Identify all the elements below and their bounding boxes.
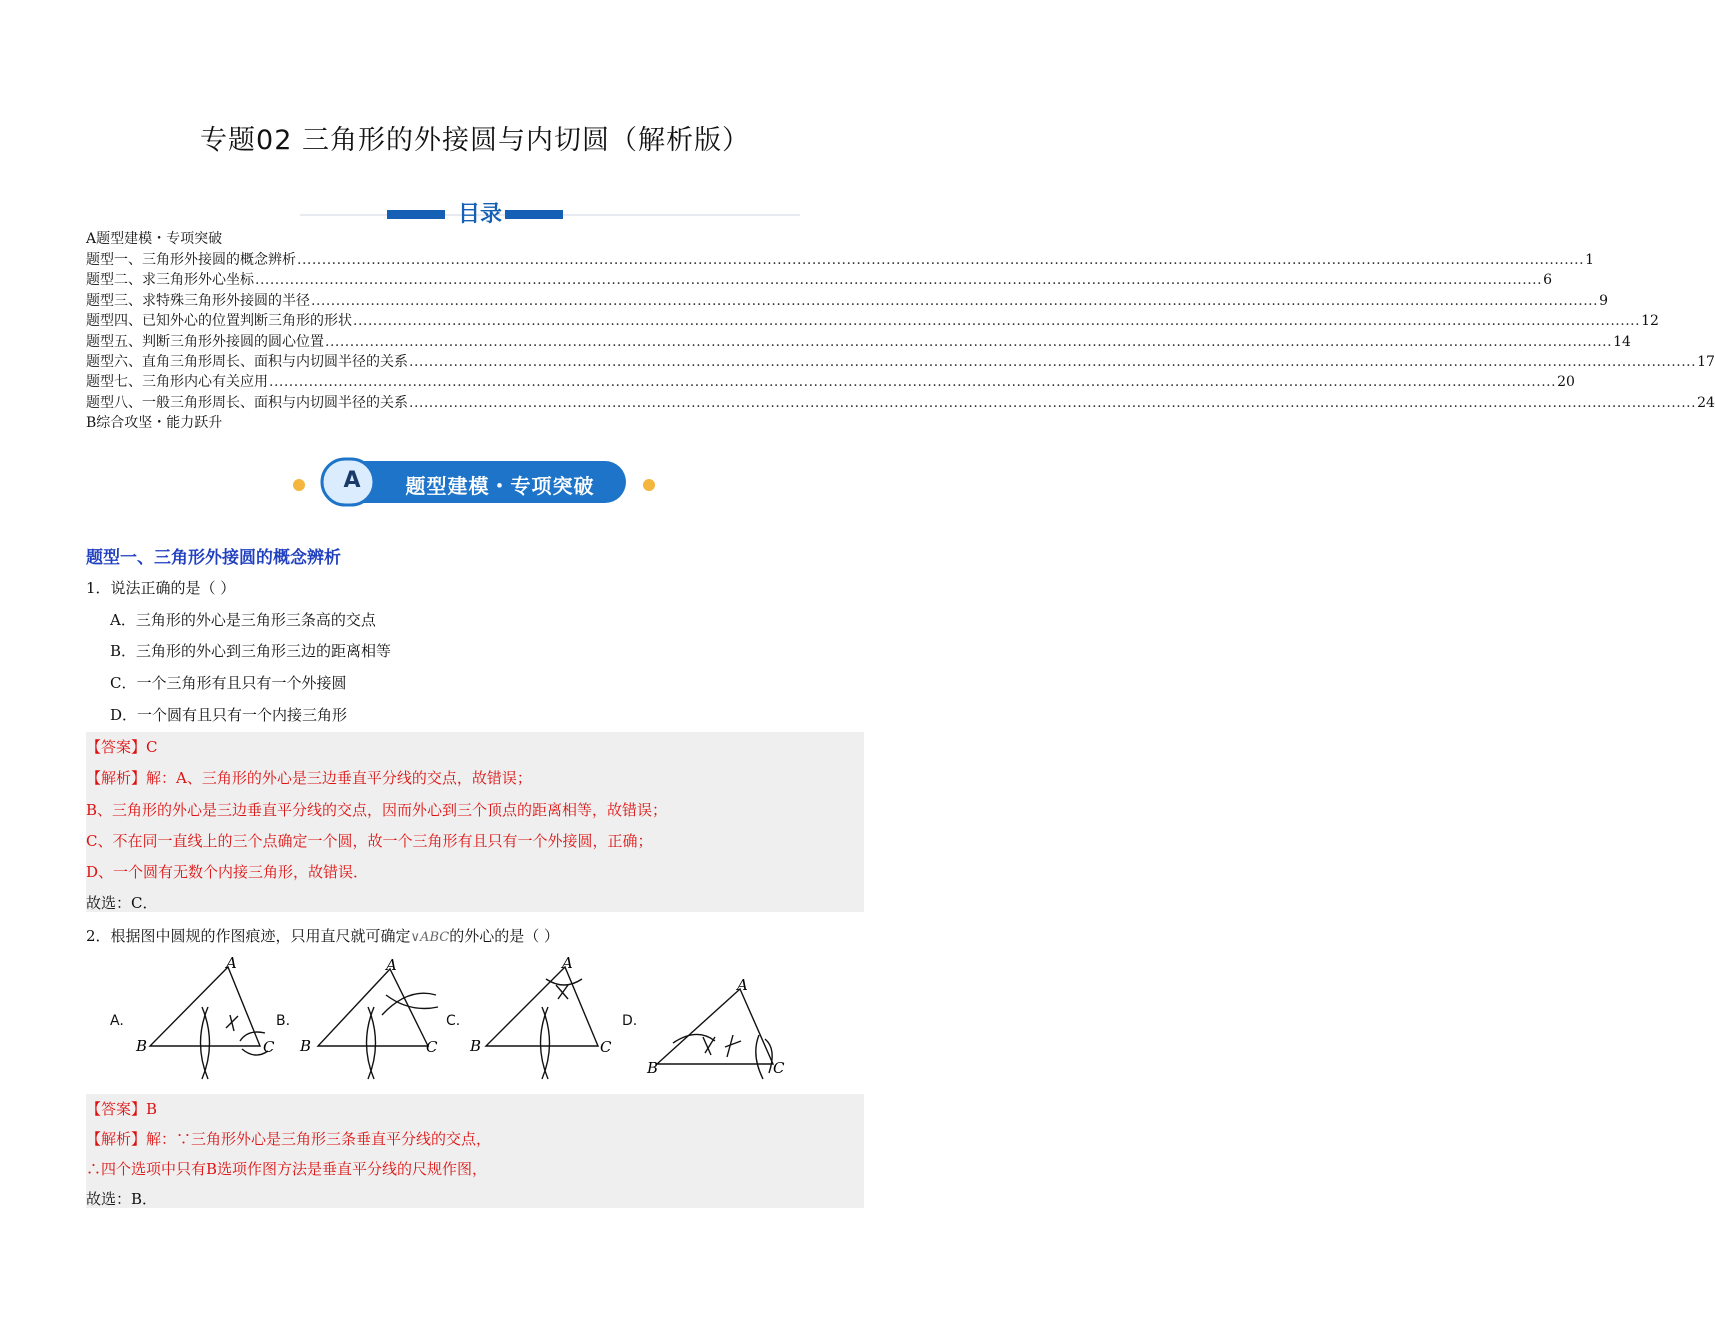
toc-section-a[interactable] bbox=[86, 229, 864, 249]
toc-item[interactable] bbox=[86, 352, 1715, 372]
vertex-a-label: A bbox=[737, 976, 748, 994]
q1-analysis-line: 【解析】解：A、三角形的外心是三边垂直平分线的交点，故错误； bbox=[86, 769, 532, 787]
toc-leader-dots: .................................................................................................................................................................................................................................................................... bbox=[311, 292, 1599, 309]
q2-analysis-line: ∴四个选项中只有B选项作图方法是垂直平分线的尺规作图， bbox=[86, 1160, 488, 1178]
q2-option-b-label: B. bbox=[276, 1013, 291, 1029]
toc-section-a-label: A题型建模・专项突破 bbox=[86, 231, 223, 247]
q1-answer-box bbox=[86, 732, 864, 912]
q1-option-d: D．一个圆有且只有一个内接三角形 bbox=[110, 706, 348, 724]
toc-item[interactable] bbox=[86, 291, 1608, 311]
toc-item-page: 9 bbox=[1599, 292, 1608, 309]
toc-section-b-label: B综合攻坚・能力跃升 bbox=[86, 415, 223, 431]
toc-item-label: 题型八、一般三角形周长、面积与内切圆半径的关系 bbox=[86, 394, 408, 411]
q2-analysis-line: 【解析】解：∵三角形外心是三角形三条垂直平分线的交点， bbox=[86, 1130, 492, 1148]
q1-option-c: C．一个三角形有且只有一个外接圆 bbox=[110, 674, 347, 692]
q1-analysis-line: D、一个圆有无数个内接三角形，故错误． bbox=[86, 863, 369, 881]
q2-stem-symbol: ∨ABC bbox=[410, 930, 450, 945]
section-banner-title: 题型建模・专项突破 bbox=[405, 474, 595, 498]
vertex-a-label: A bbox=[562, 954, 573, 972]
vertex-a-label: A bbox=[386, 956, 397, 974]
q2-option-c-label: C. bbox=[446, 1013, 461, 1029]
toc-item-label: 题型一、三角形外接圆的概念辨析 bbox=[86, 252, 296, 268]
toc-leader-dots: .................................................................................................................................................................................................................................................................... bbox=[409, 394, 1697, 411]
vertex-c-label: C bbox=[773, 1059, 785, 1077]
toc-leader-dots: .................................................................................................................................................................................................................................................................... bbox=[297, 252, 1585, 268]
toc-item-label: 题型三、求特殊三角形外接圆的半径 bbox=[86, 292, 310, 309]
toc-item-page: 24 bbox=[1697, 394, 1715, 411]
toc-item-page: 6 bbox=[1543, 272, 1552, 289]
q1-stem: 1．说法正确的是（ ） bbox=[86, 579, 236, 597]
q2-stem bbox=[86, 925, 559, 946]
toc-item-label: 题型五、判断三角形外接圆的圆心位置 bbox=[86, 333, 324, 350]
q2-figure-b bbox=[298, 955, 448, 1085]
toc-item-label: 题型四、已知外心的位置判断三角形的形状 bbox=[86, 313, 352, 330]
q2-stem-text-end: 的外心的是（ ） bbox=[449, 927, 559, 945]
q2-stem-text: 2．根据图中圆规的作图痕迹，只用直尺就可确定 bbox=[86, 927, 411, 945]
toc-item[interactable] bbox=[86, 270, 1552, 290]
toc-item-page: 20 bbox=[1557, 374, 1575, 391]
toc-item-page: 17 bbox=[1697, 354, 1715, 370]
toc-item[interactable] bbox=[86, 372, 1575, 392]
q2-analysis-line: 故选：B． bbox=[86, 1190, 158, 1208]
toc-item[interactable] bbox=[86, 332, 1631, 352]
toc-leader-dots: .................................................................................................................................................................................................................................................................... bbox=[325, 333, 1613, 350]
toc-item-label: 题型七、三角形内心有关应用 bbox=[86, 374, 268, 391]
q2-figure-d bbox=[645, 975, 795, 1085]
section-banner-letter: A bbox=[343, 468, 361, 493]
q1-analysis-line: B、三角形的外心是三边垂直平分线的交点，因而外心到三个顶点的距离相等，故错误； bbox=[86, 801, 668, 819]
toc-leader-dots: .................................................................................................................................................................................................................................................................... bbox=[409, 354, 1697, 370]
toc-item-label: 题型二、求三角形外心坐标 bbox=[86, 272, 254, 289]
q1-option-a: A．三角形的外心是三角形三条高的交点 bbox=[110, 611, 376, 629]
toc-heading: 目录 bbox=[457, 202, 502, 227]
q2-option-d-label: D. bbox=[622, 1013, 638, 1029]
q1-analysis-line: C、不在同一直线上的三个点确定一个圆，故一个三角形有且只有一个外接圆，正确； bbox=[86, 832, 653, 850]
toc-item-page: 14 bbox=[1613, 333, 1631, 350]
toc-item[interactable] bbox=[86, 250, 1594, 270]
vertex-c-label: C bbox=[426, 1038, 438, 1056]
q1-option-b: B．三角形的外心到三角形三边的距离相等 bbox=[110, 642, 392, 660]
vertex-a-label: A bbox=[226, 954, 237, 972]
q2-option-a-label: A. bbox=[110, 1013, 124, 1029]
q2-answer: 【答案】B bbox=[86, 1100, 158, 1118]
toc-item[interactable] bbox=[86, 393, 1715, 413]
toc-item-page: 1 bbox=[1585, 252, 1594, 268]
vertex-b-label: B bbox=[136, 1037, 148, 1055]
toc-leader-dots: .................................................................................................................................................................................................................................................................... bbox=[269, 374, 1557, 391]
toc-section-b[interactable] bbox=[86, 413, 864, 433]
vertex-c-label: C bbox=[263, 1038, 275, 1056]
page-title: 专题02 三角形的外接圆与内切圆（解析版） bbox=[200, 125, 750, 156]
toc-leader-dots: .................................................................................................................................................................................................................................................................... bbox=[353, 313, 1641, 330]
toc-item[interactable] bbox=[86, 311, 1659, 331]
q1-analysis-line: 故选：C． bbox=[86, 894, 158, 912]
q2-figure-c bbox=[470, 955, 620, 1085]
toc-banner-decoration bbox=[300, 196, 800, 232]
q2-answer-box bbox=[86, 1094, 864, 1208]
toc-item-page: 12 bbox=[1641, 313, 1659, 330]
q1-answer: 【答案】C bbox=[86, 738, 158, 756]
toc-item-label: 题型六、直角三角形周长、面积与内切圆半径的关系 bbox=[86, 354, 408, 370]
vertex-b-label: B bbox=[470, 1037, 482, 1055]
topic-heading: 题型一、三角形外接圆的概念辨析 bbox=[86, 548, 341, 568]
toc-leader-dots: .................................................................................................................................................................................................................................................................... bbox=[255, 272, 1543, 289]
vertex-c-label: C bbox=[600, 1038, 612, 1056]
vertex-b-label: B bbox=[647, 1059, 659, 1077]
vertex-b-label: B bbox=[300, 1037, 312, 1055]
q2-figure-a bbox=[130, 955, 280, 1085]
